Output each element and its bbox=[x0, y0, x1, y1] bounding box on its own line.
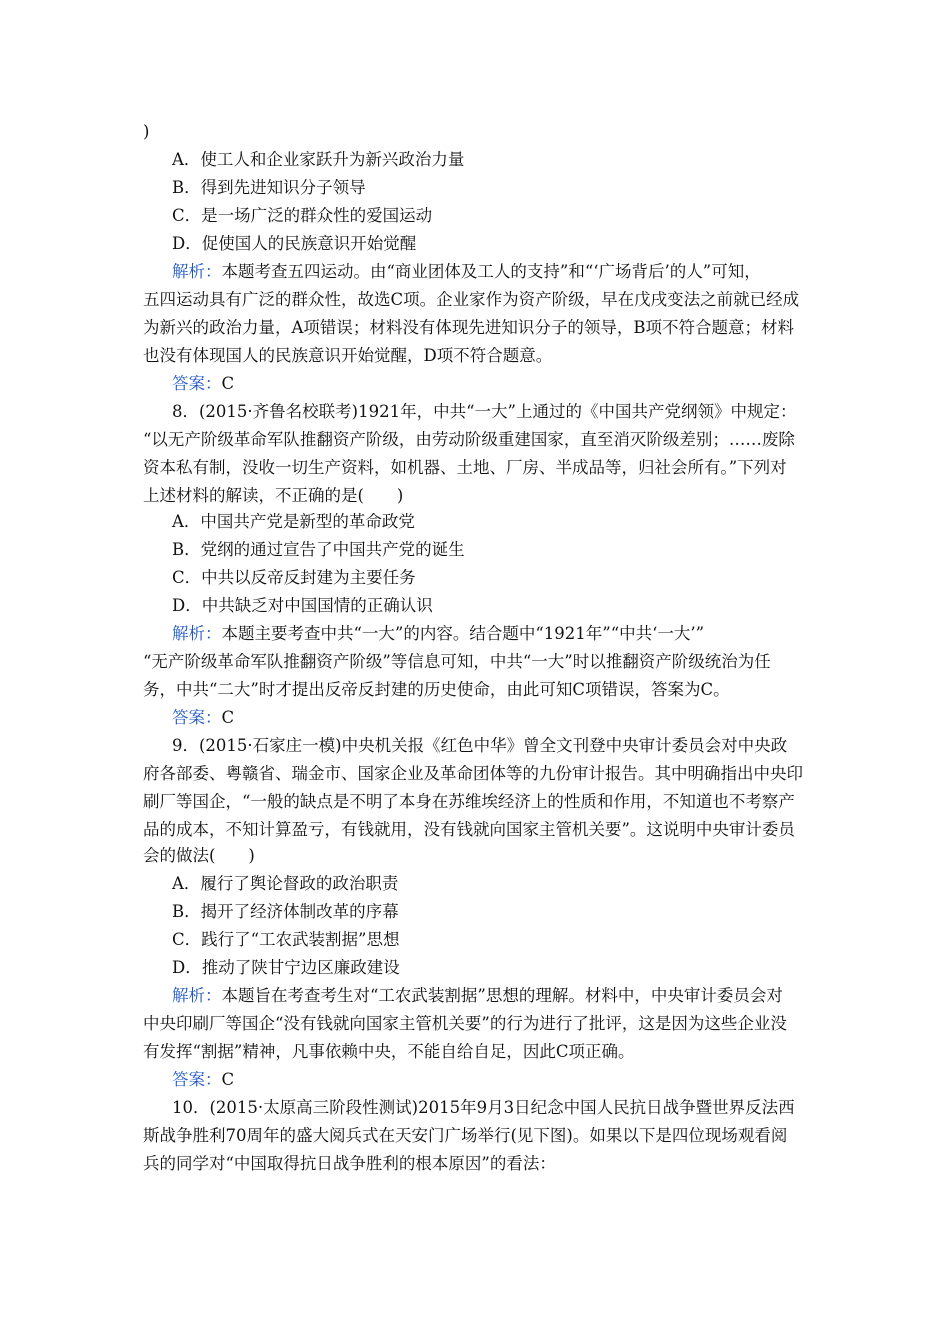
q9-stem-line-1: 9．(2015·石家庄一模)中央机关报《红色中华》曾全文刊登中央审计委员会对中央政 bbox=[172, 736, 788, 755]
q7-analysis-line-3: 为新兴的政治力量，A项错误；材料没有体现先进知识分子的领导，B项不符合题意；材料 bbox=[143, 318, 795, 337]
q9-stem-line-3: 刷厂等国企，“一般的缺点是不明了本身在苏维埃经济上的性质和作用，不知道也不考察产 bbox=[143, 792, 795, 811]
q9-analysis-line-3: 有发挥“割据”精神，凡事依赖中央，不能自给自足，因此C项正确。 bbox=[143, 1042, 635, 1061]
q8-option-d: D．中共缺乏对中国国情的正确认识 bbox=[172, 596, 433, 615]
q10-stem-line-1: 10．(2015·太原高三阶段性测试)2015年9月3日纪念中国人民抗日战争暨世界反法西 bbox=[172, 1098, 795, 1117]
q8-option-a: A．中国共产党是新型的革命政党 bbox=[172, 512, 415, 531]
q9-stem-line-5: 会的做法( ) bbox=[143, 846, 255, 865]
q8-analysis-line-2: “无产阶级革命军队推翻资产阶级”等信息可知，中共“一大”时以推翻资产阶级统治为任 bbox=[143, 652, 771, 671]
q8-analysis-line-1: 解析：本题主要考查中共“一大”的内容。结合题中“1921年”“中共‘一大’” bbox=[172, 624, 705, 643]
q7-option-c: C．是一场广泛的群众性的爱国运动 bbox=[172, 206, 433, 225]
analysis-label: 解析： bbox=[172, 986, 222, 1005]
q7-option-a: A．使工人和企业家跃升为新兴政治力量 bbox=[172, 150, 465, 169]
q9-option-a: A．履行了舆论督政的政治职责 bbox=[172, 874, 399, 893]
q9-answer: 答案：C bbox=[172, 1070, 235, 1089]
q10-stem-line-2: 斯战争胜利70周年的盛大阅兵式在天安门广场举行(见下图)。如果以下是四位现场观看阅 bbox=[143, 1126, 788, 1145]
q7-analysis-line-1: 解析：本题考查五四运动。由“商业团体及工人的支持”和“‘广场背后’的人”可知， bbox=[172, 262, 761, 281]
analysis-label: 解析： bbox=[172, 262, 222, 281]
q7-analysis-line-2: 五四运动具有广泛的群众性，故选C项。企业家作为资产阶级，早在戊戌变法之前就已经成 bbox=[143, 290, 800, 309]
q8-option-b: B．党纲的通过宣告了中国共产党的诞生 bbox=[172, 540, 465, 559]
q8-stem-line-4: 上述材料的解读，不正确的是( ) bbox=[143, 486, 404, 505]
q7-analysis-line-4: 也没有体现国人的民族意识开始觉醒，D项不符合题意。 bbox=[143, 346, 553, 365]
q8-analysis-line-3: 务，中共“二大”时才提出反帝反封建的历史使命，由此可知C项错误，答案为C。 bbox=[143, 680, 730, 699]
q9-analysis-line-2: 中央印刷厂等国企“没有钱就向国家主管机关要”的行为进行了批评，这是因为这些企业没 bbox=[143, 1014, 787, 1033]
q7-option-d: D．促使国人的民族意识开始觉醒 bbox=[172, 234, 417, 253]
q9-analysis-line-1: 解析：本题旨在考查考生对“工农武装割据”思想的理解。材料中，中央审计委员会对 bbox=[172, 986, 783, 1005]
q8-stem-line-1: 8．(2015·齐鲁名校联考)1921年，中共“一大”上通过的《中国共产党纲领》中规定： bbox=[172, 402, 797, 421]
q7-option-b: B．得到先进知识分子领导 bbox=[172, 178, 366, 197]
answer-label: 答案： bbox=[172, 1070, 222, 1089]
q8-answer: 答案：C bbox=[172, 708, 235, 727]
analysis-label: 解析： bbox=[172, 624, 222, 643]
q9-stem-line-4: 品的成本，不知计算盈亏，有钱就用，没有钱就向国家主管机关要”。这说明中央审计委员 bbox=[143, 820, 795, 839]
answer-label: 答案： bbox=[172, 708, 222, 727]
q9-option-d: D．推动了陕甘宁边区廉政建设 bbox=[172, 958, 400, 977]
q7-stem-tail: ) bbox=[143, 122, 150, 141]
q10-stem-line-3: 兵的同学对“中国取得抗日战争胜利的根本原因”的看法： bbox=[143, 1154, 556, 1173]
q9-stem-line-2: 府各部委、粤赣省、瑞金市、国家企业及革命团体等的九份审计报告。其中明确指出中央印 bbox=[143, 764, 803, 783]
q8-stem-line-3: 资本私有制，没收一切生产资料，如机器、土地、厂房、半成品等，归社会所有。”下列对 bbox=[143, 458, 787, 477]
q8-stem-line-2: “以无产阶级革命军队推翻资产阶级，由劳动阶级重建国家，直至消灭阶级差别；……废除 bbox=[143, 430, 795, 449]
q9-option-b: B．揭开了经济体制改革的序幕 bbox=[172, 902, 399, 921]
q8-option-c: C．中共以反帝反封建为主要任务 bbox=[172, 568, 416, 587]
q9-option-c: C．践行了“工农武装割据”思想 bbox=[172, 930, 400, 949]
q7-answer: 答案：C bbox=[172, 374, 235, 393]
answer-label: 答案： bbox=[172, 374, 222, 393]
